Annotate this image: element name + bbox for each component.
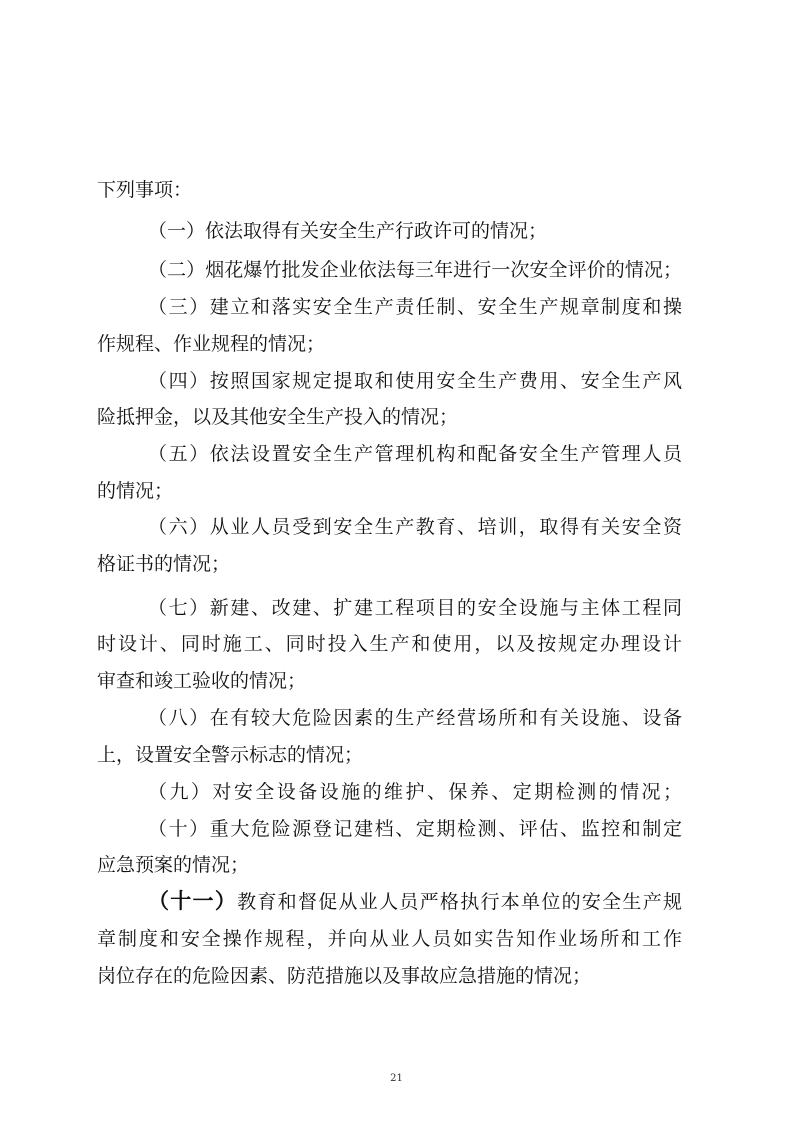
item-2-line-1: （二）烟花爆竹批发企业依法每三年进行一次安全评价的情况； xyxy=(148,259,682,281)
item-6-line-2: 格证书的情况； xyxy=(97,553,231,575)
intro-text: 下列事项： xyxy=(97,179,193,201)
item-4-line-2: 险抵押金，以及其他安全生产投入的情况； xyxy=(97,406,459,428)
item-7-line-3: 审查和竣工验收的情况； xyxy=(97,670,307,692)
page-number: 21 xyxy=(390,1073,403,1084)
item-11-line-3: 岗位存在的危险因素、防范措施以及事故应急措施的情况； xyxy=(97,965,592,987)
item-6-line-1: （六）从业人员受到安全生产教育、培训，取得有关安全资 xyxy=(148,516,682,538)
item-5-line-1: （五）依法设置安全生产管理机构和配备安全生产管理人员 xyxy=(148,443,682,465)
item-11-line-2: 章制度和安全操作规程，并向从业人员如实告知作业场所和工作 xyxy=(97,928,682,950)
item-10-line-1: （十）重大危险源登记建档、定期检测、评估、监控和制定 xyxy=(148,818,682,840)
item-11-line-1 xyxy=(148,889,682,914)
item-8-line-2: 上，设置安全警示标志的情况； xyxy=(97,744,364,766)
item-3-line-2: 作规程、作业规程的情况； xyxy=(97,333,326,355)
item-3-line-1: （三）建立和落实安全生产责任制、安全生产规章制度和操 xyxy=(148,296,682,318)
item-8-line-1: （八）在有较大危险因素的生产经营场所和有关设施、设备 xyxy=(148,707,682,729)
item-5-line-2: 的情况； xyxy=(97,480,174,502)
item-1-line-1: （一）依法取得有关安全生产行政许可的情况； xyxy=(148,220,548,242)
item-4-line-1: （四）按照国家规定提取和使用安全生产费用、安全生产风 xyxy=(148,370,682,392)
item-7-line-2: 时设计、同时施工、同时投入生产和使用，以及按规定办理设计 xyxy=(97,633,682,655)
item-9-line-1: （九）对安全设备设施的维护、保养、定期检测的情况； xyxy=(148,781,682,803)
item-10-line-2: 应急预案的情况； xyxy=(97,854,250,876)
item-11-line-1-text: 教育和督促从业人员严格执行本单位的安全生产规 xyxy=(237,891,682,913)
item-11-label: （十一） xyxy=(148,889,238,913)
item-7-line-1: （七）新建、改建、扩建工程项目的安全设施与主体工程同 xyxy=(148,597,682,619)
